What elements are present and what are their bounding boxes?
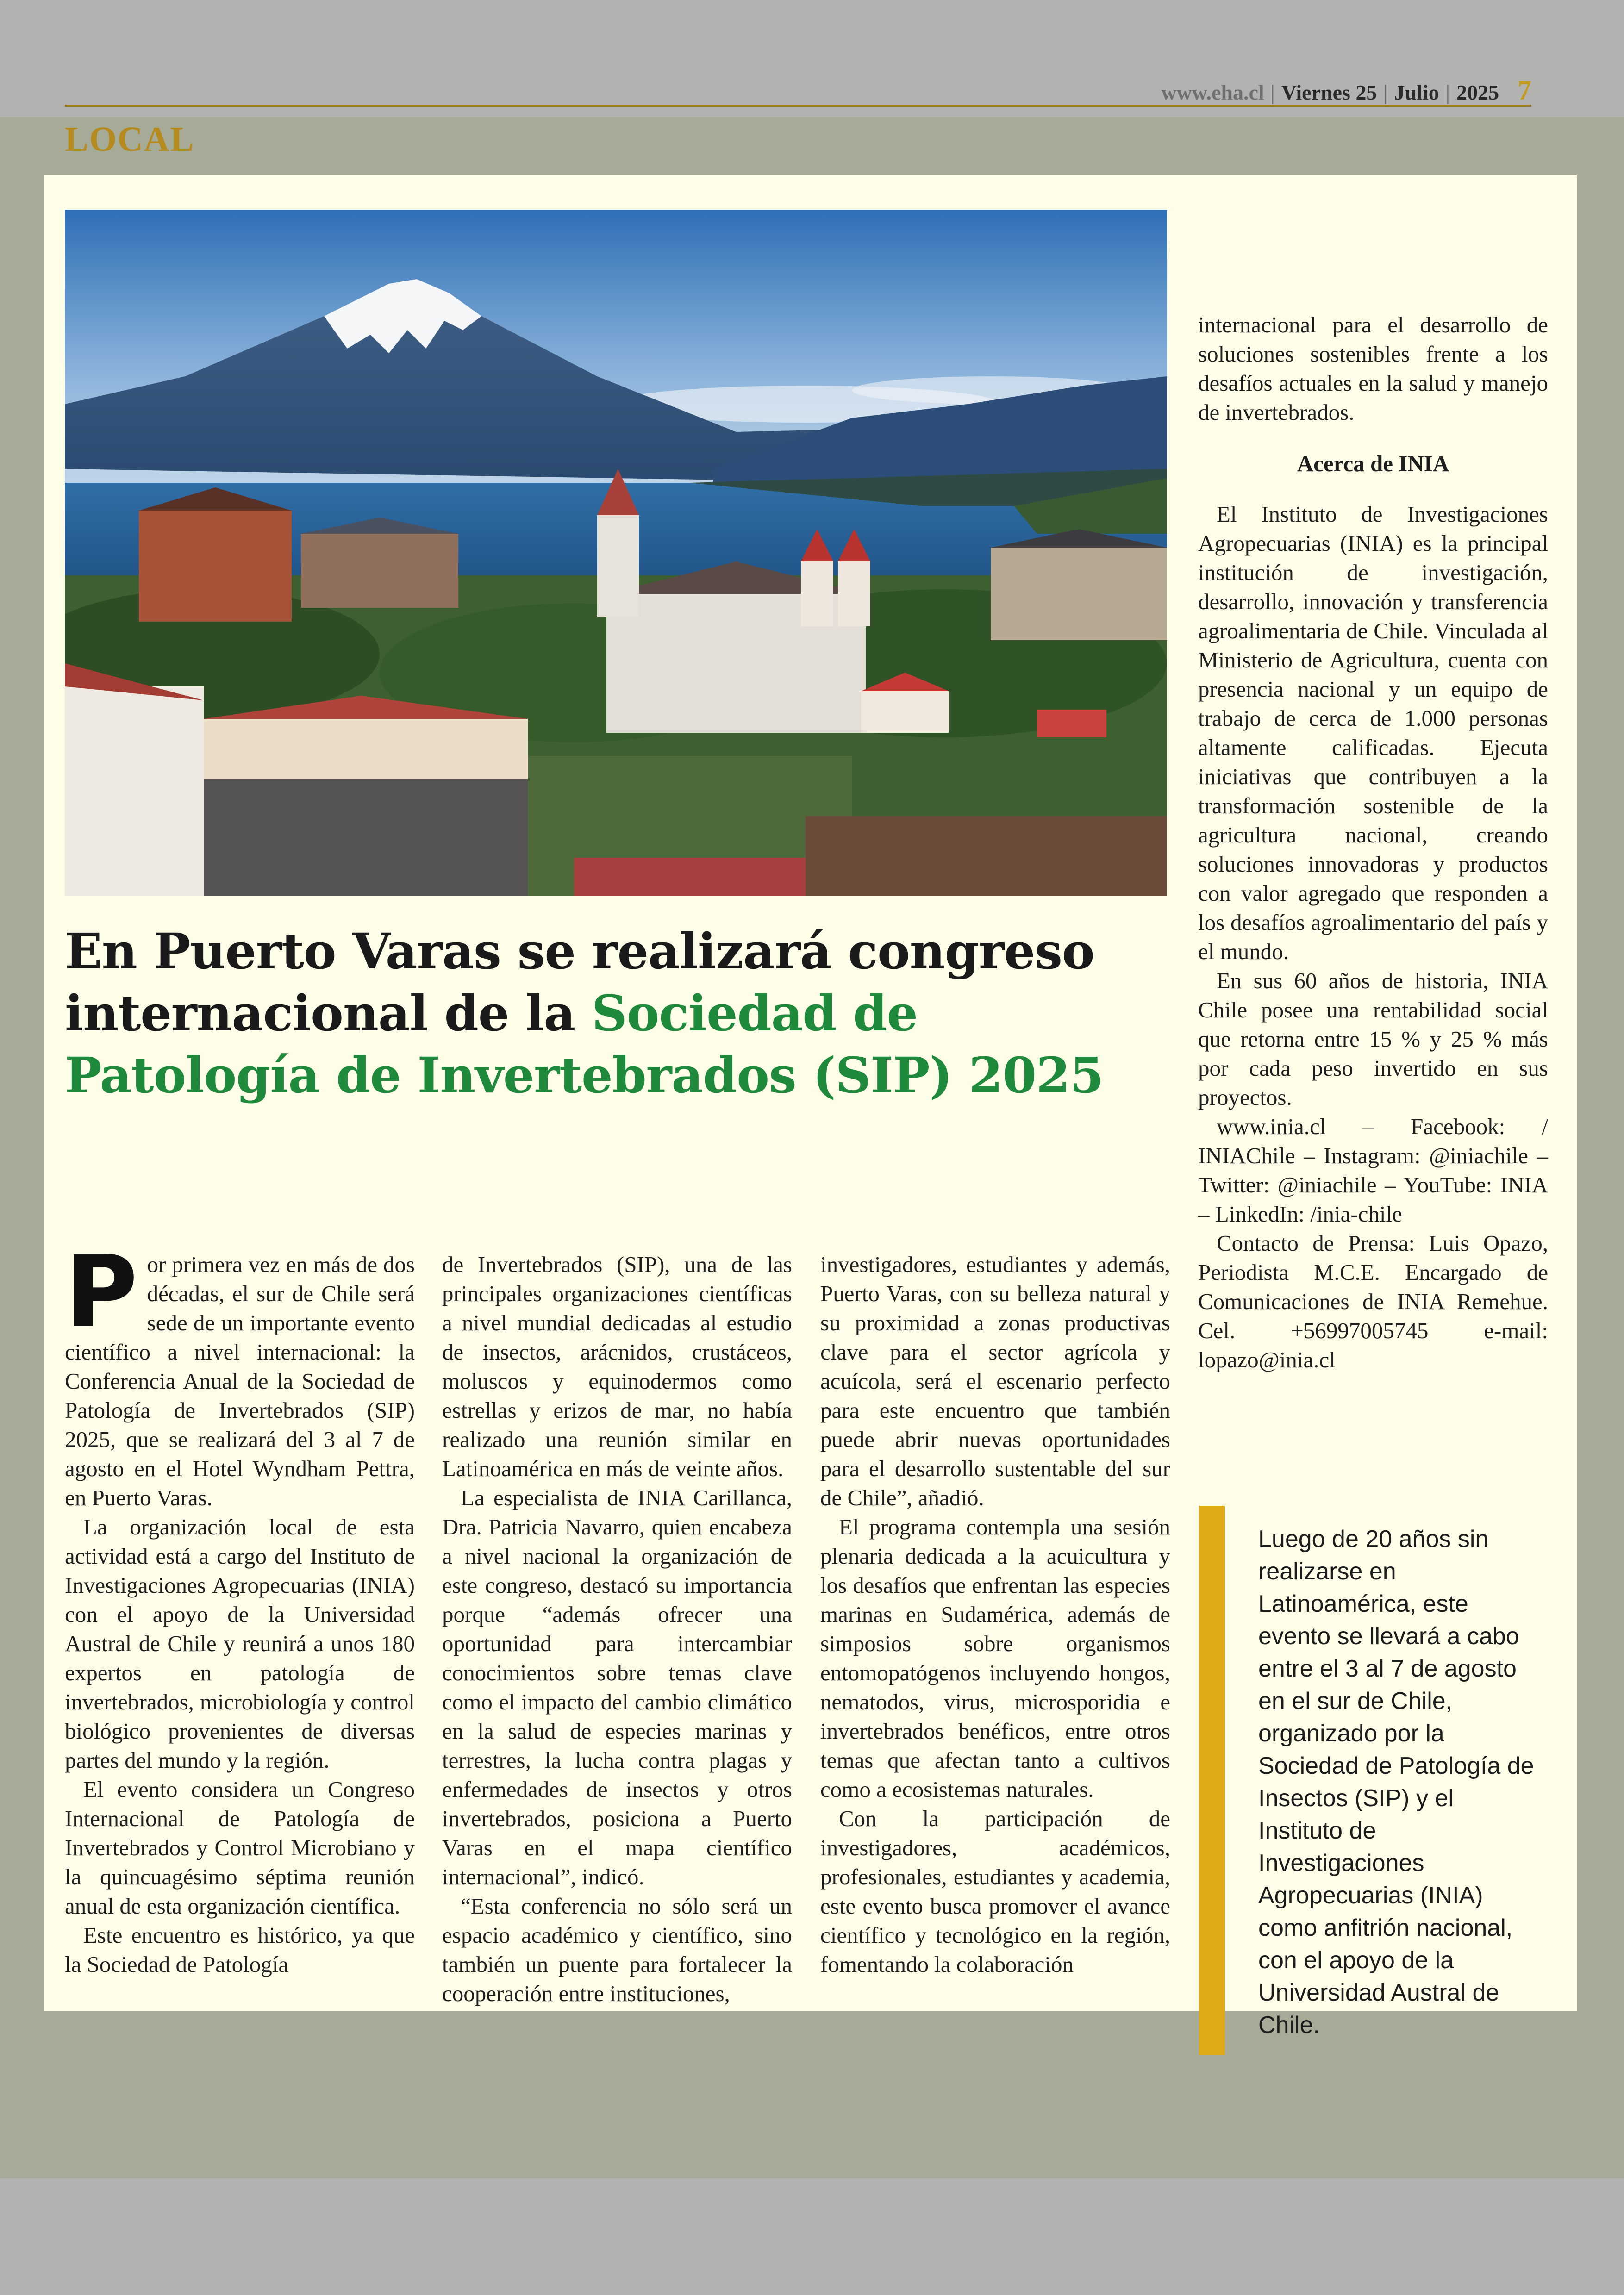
drop-cap: P bbox=[65, 1234, 138, 1350]
article-paragraph: investigadores, estudiantes y además, Puerto Varas, con su belleza natural y su proximidad a zonas productivas clave para el sector agrícola y acuícola, será el escenario perfecto para este encuentro que también puede abrir nuevas oportunidades para el desarrollo sustentable del sur de Chile”, añadió. bbox=[820, 1252, 1170, 1510]
photo-illustration bbox=[65, 210, 1167, 896]
page-header bbox=[65, 71, 1531, 108]
article-paragraph: “Esta conferencia no sólo será un espacio académico y científico, sino también un puente para fortalecer la cooperación entre instituciones, bbox=[442, 1893, 792, 2006]
headline-highlight: Sociedad de Patología de Invertebrados (SIP) 2025 bbox=[65, 984, 1104, 1104]
article-paragraph: La organización local de esta actividad está a cargo del Instituto de Investigaciones Agropecuarias (INIA) con el apoyo de la Universidad Austral de Chile y reunirá a unos 180 expertos en patología de invertebrados, microbiología y control biológico provenientes de diversas partes del mundo y la región. bbox=[65, 1514, 415, 1773]
article-paragraph: Por primera vez en más de dos décadas, el sur de Chile será sede de un importante evento científico a nivel internacional: la Conferencia Anual de la Sociedad de Patología de Invertebrados (SIP) 2025, que se realizará del 3 al 7 de agosto en el Hotel Wyndham Pettra, en Puerto Varas. bbox=[65, 1234, 415, 1510]
pull-quote-bar bbox=[1199, 1506, 1225, 2055]
article-photo bbox=[65, 210, 1167, 896]
article-headline bbox=[65, 920, 1171, 1106]
article-column-1 bbox=[65, 1234, 415, 1979]
article-column-4 bbox=[1198, 310, 1548, 1374]
headline-main: En Puerto Varas se realizará congreso internacional de la bbox=[65, 922, 1094, 1042]
article-paragraph: Este encuentro es histórico, ya que la Sociedad de Patología bbox=[65, 1922, 415, 1977]
pull-quote: Luego de 20 años sin realizarse en Latinoamérica, este evento se llevará a cabo entre el 3 al 7 de agosto en el sur de Chile, organizado por la Sociedad de Patología de Insectos (SIP) y el Instituto de Investigaciones Agropecuarias (INIA) como anfitrión nacional, con el apoyo de la Universidad Austral de Chile. bbox=[1258, 1526, 1534, 2039]
site-url[interactable]: www.eha.cl bbox=[1161, 81, 1264, 104]
section-label: LOCAL bbox=[65, 120, 195, 159]
about-paragraph: En sus 60 años de historia, INIA Chile posee una rentabilidad social que retorna entre 15 % y 25 % más por cada peso invertido en sus proyectos. bbox=[1198, 968, 1548, 1110]
page-number: 7 bbox=[1518, 75, 1531, 106]
article-paragraph: internacional para el desarrollo de soluciones sostenibles frente a los desafíos actuales en la salud y manejo de invertebrados. bbox=[1198, 312, 1548, 425]
article-column-3 bbox=[820, 1250, 1170, 1979]
header-year: 2025 bbox=[1456, 81, 1499, 104]
about-inia-heading: Acerca de INIA bbox=[1297, 451, 1449, 476]
header-month: Julio bbox=[1394, 81, 1439, 104]
press-contact: Contacto de Prensa: Luis Opazo, Periodista M.C.E. Encargado de Comunicaciones de INIA Remehue. Cel. +56997005745 e-mail: lopazo@inia.cl bbox=[1198, 1230, 1548, 1372]
social-links[interactable]: www.inia.cl – Facebook: / INIAChile – Instagram: @iniachile – Twitter: @iniachile – YouTube: INIA – LinkedIn: /inia-chile bbox=[1198, 1114, 1548, 1227]
article-paragraph: La especialista de INIA Carillanca, Dra. Patricia Navarro, quien encabeza a nivel nacional la organización de este congreso, destacó su importancia porque “además ofrecer una oportunidad para intercambiar conocimientos sobre temas clave como el impacto del cambio climático en la salud de especies marinas y terrestres, la lucha contra plagas y enfermedades de insectos y otros invertebrados, posiciona a Puerto Varas en el mapa científico internacional”, indicó. bbox=[442, 1485, 792, 1890]
about-paragraph: El Instituto de Investigaciones Agropecuarias (INIA) es la principal institución de investigación, desarrollo, innovación y transferencia agroalimentaria de Chile. Vinculada al Ministerio de Agricultura, cuenta con presencia nacional y un equipo de trabajo de cerca de 1.000 personas altamente calificadas. Ejecuta iniciativas que contribuyen a la transformación sostenible de la agricultura nacional, creando soluciones innovadoras y productos con valor agregado que responden a los desafíos agroalimentario del país y el mundo. bbox=[1198, 501, 1548, 964]
article-column-2 bbox=[442, 1250, 792, 2008]
header-day: Viernes 25 bbox=[1281, 81, 1377, 104]
header-meta: www.eha.cl | Viernes 25 | Julio | 2025 7 bbox=[1161, 75, 1531, 106]
article-paragraph: de Invertebrados (SIP), una de las principales organizaciones científicas a nivel mundial dedicadas al estudio de insectos, arácnidos, crustáceos, moluscos y equinodermos como estrellas y erizos de mar, no había realizado una reunión similar en Latinoamérica en más de veinte años. bbox=[442, 1252, 792, 1481]
article-paragraph: El programa contempla una sesión plenaria dedicada a la acuicultura y los desafíos que enfrentan las especies marinas en Sudamérica, además de simposios sobre organismos entomopatógenos incluyendo hongos, nematodos, virus, microsporidia e invertebrados benéficos, entre otros temas que afectan tanto a cultivos como a ecosistemas naturales. bbox=[820, 1514, 1170, 1802]
article-paragraph: El evento considera un Congreso Internacional de Patología de Invertebrados y Control Microbiano y la quincuagésimo séptima reunión anual de esta organización científica. bbox=[65, 1777, 415, 1919]
article-paragraph: Con la participación de investigadores, académicos, profesionales, estudiantes y academia, este evento busca promover el avance científico y tecnológico en la región, fomentando la colaboración bbox=[820, 1806, 1170, 1977]
